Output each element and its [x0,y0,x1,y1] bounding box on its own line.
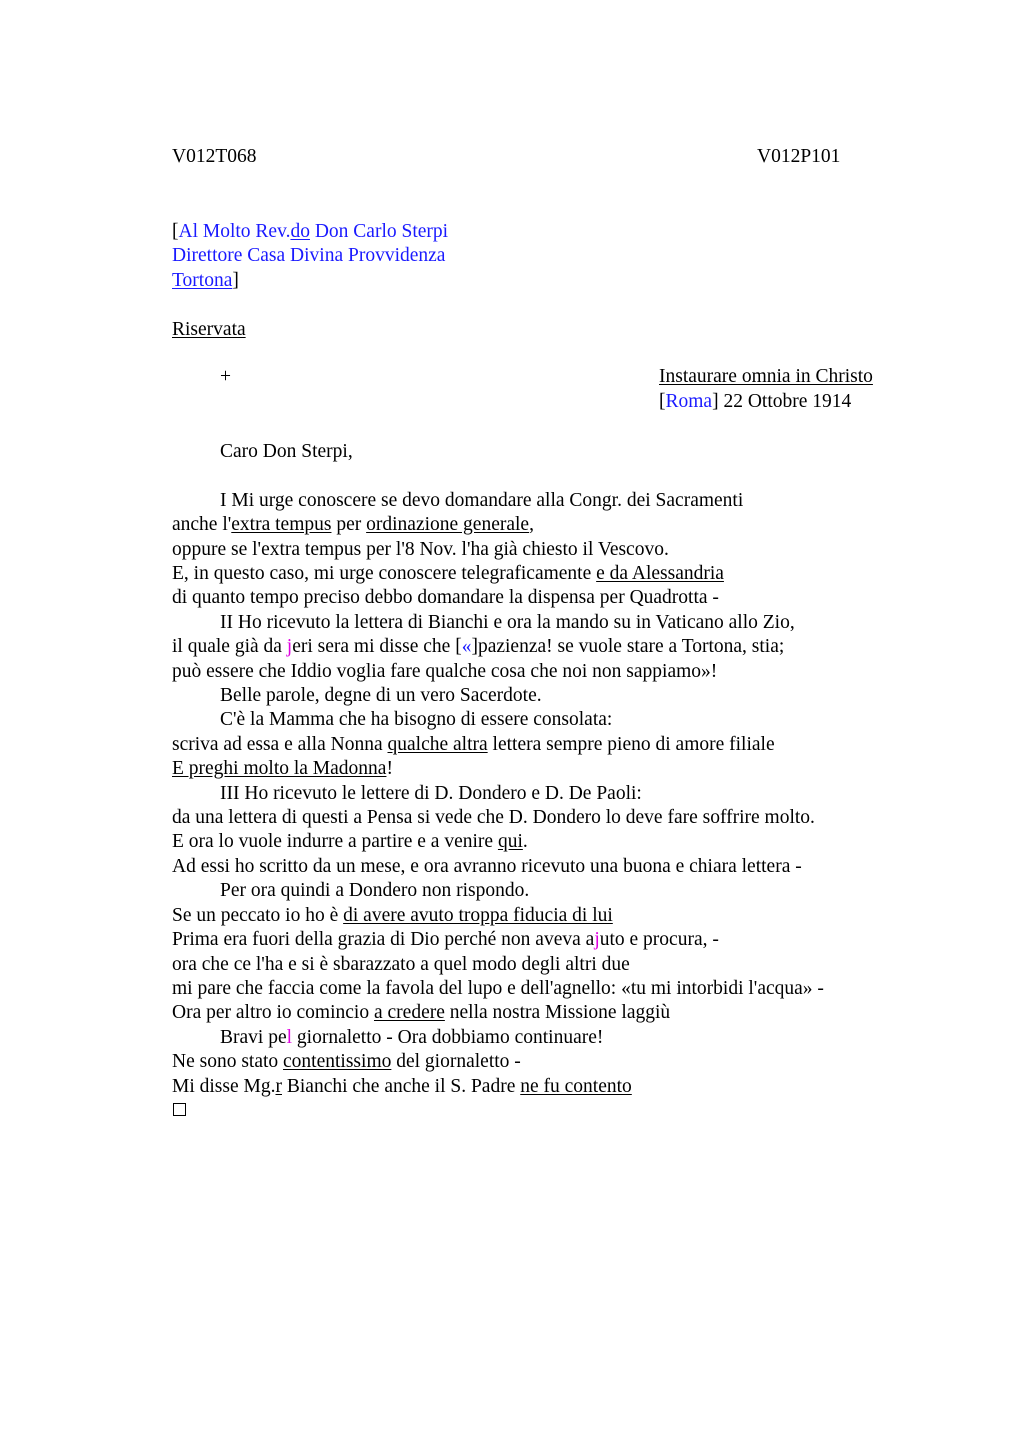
body-line: Prima era fuori della grazia di Dio perché non aveva ajuto e procura, - [172,929,719,950]
empty-box-icon [173,1103,186,1116]
riservata-label: Riservata [172,319,246,340]
body-line: III Ho ricevuto le lettere di D. Dondero e D. De Paoli: [220,783,642,804]
salutation: Caro Don Sterpi, [220,441,353,462]
body-line: oppure se l'extra tempus per l'8 Nov. l'ha già chiesto il Vescovo. [172,539,669,560]
body-line: Per ora quindi a Dondero non rispondo. [220,880,530,901]
motto: Instaurare omnia in Christo [659,366,873,387]
document-code-left: V012T068 [172,146,257,167]
body-line: E preghi molto la Madonna! [172,758,393,779]
document-code-right: V012P101 [757,146,841,167]
body-line: Ne sono stato contentissimo del giornaletto - [172,1051,521,1072]
cross-symbol: + [220,366,231,387]
body-line: mi pare che faccia come la favola del lupo e dell'agnello: «tu mi intorbidi l'acqua» - [172,978,824,999]
body-line: Belle parole, degne di un vero Sacerdote. [220,685,542,706]
address-line-1: [Al Molto Rev.do Don Carlo Sterpi [172,221,449,242]
body-line: C'è la Mamma che ha bisogno di essere consolata: [220,709,613,730]
body-line: I Mi urge conoscere se devo domandare alla Congr. dei Sacramenti [220,490,744,511]
body-line: II Ho ricevuto la lettera di Bianchi e ora la mando su in Vaticano allo Zio, [220,612,795,633]
body-line: scriva ad essa e alla Nonna qualche altra lettera sempre pieno di amore filiale [172,734,775,755]
body-line: ora che ce l'ha e si è sbarazzato a quel modo degli altri due [172,954,630,975]
body-line: da una lettera di questi a Pensa si vede che D. Dondero lo deve fare soffrire molto. [172,807,815,828]
address-line-3: Tortona] [172,270,239,291]
letter-date: [Roma] 22 Ottobre 1914 [659,391,852,412]
body-line: Ad essi ho scritto da un mese, e ora avranno ricevuto una buona e chiara lettera - [172,856,802,877]
body-line: E, in questo caso, mi urge conoscere telegraficamente e da Alessandria [172,563,724,584]
body-line: Mi disse Mg.r Bianchi che anche il S. Padre ne fu contento [172,1076,632,1097]
address-line-2: Direttore Casa Divina Provvidenza [172,245,446,266]
body-line: Se un peccato io ho è di avere avuto troppa fiducia di lui [172,905,613,926]
body-line: anche l'extra tempus per ordinazione generale, [172,514,534,535]
body-line: Ora per altro io comincio a credere nella nostra Missione laggiù [172,1002,671,1023]
body-line: può essere che Iddio voglia fare qualche cosa che noi non sappiamo»! [172,661,718,682]
body-line: E ora lo vuole indurre a partire e a venire qui. [172,831,528,852]
body-line: il quale già da jeri sera mi disse che [«]pazienza! se vuole stare a Tortona, stia; [172,636,785,657]
body-line: di quanto tempo preciso debbo domandare la dispensa per Quadrotta - [172,587,719,608]
body-line: Bravi pel giornaletto - Ora dobbiamo continuare! [220,1027,604,1048]
